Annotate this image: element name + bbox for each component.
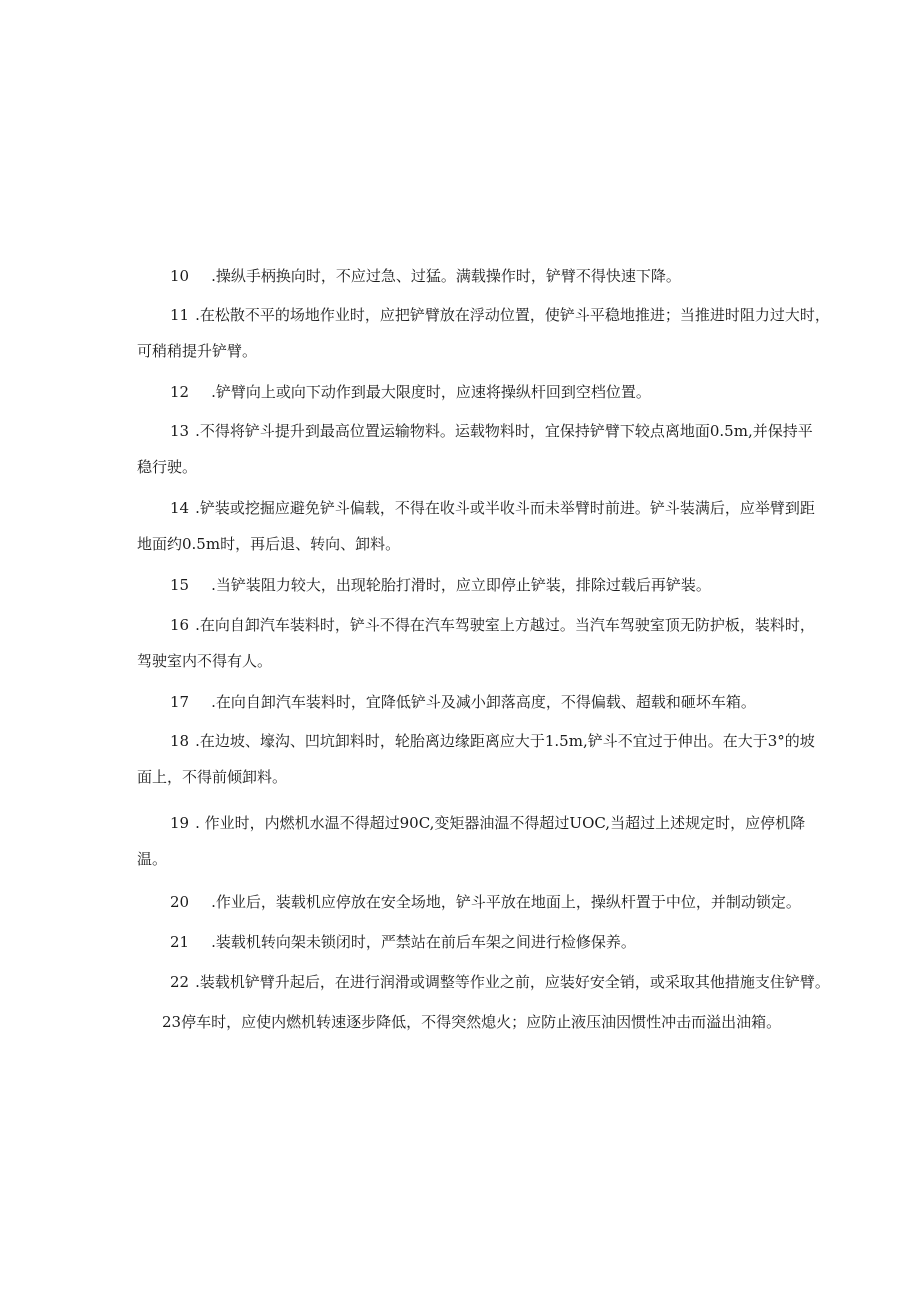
item-text: .铲装或挖掘应避免铲斗偏载，不得在收斗或半收斗而未举臂时前进。铲斗装满后，应举臂到距	[195, 499, 815, 517]
list-item	[137, 374, 837, 410]
item-text-continued: 可稍稍提升铲臂。	[137, 342, 258, 360]
item-number: 15	[170, 576, 190, 594]
item-number: 23	[162, 1013, 182, 1031]
item-text: .当铲装阻力较大，出现轮胎打滑时，应立即停止铲装，排除过载后再铲装。	[211, 576, 711, 594]
item-text: .在向自卸汽车装料时，铲斗不得在汽车驾驶室上方越过。当汽车驾驶室顶无防护板，装料时，	[195, 616, 815, 634]
item-number: 22	[170, 973, 190, 991]
item-text: .在松散不平的场地作业时，应把铲臂放在浮动位置，使铲斗平稳地推进；当推进时阻力过大时，	[195, 306, 830, 324]
list-item	[137, 567, 837, 603]
item-text: .装载机转向架未锁闭时，严禁站在前后车架之间进行检修保养。	[211, 933, 636, 951]
item-text: 停车时，应使内燃机转速逐步降低，不得突然熄火；应防止液压油因惯性冲击而溢出油箱。	[181, 1013, 782, 1031]
list-item	[137, 684, 837, 720]
item-number: 17	[170, 693, 190, 711]
item-text: .不得将铲斗提升到最高位置运输物料。运载物料时，宜保持铲臂下较点离地面0.5m,并保持平	[195, 422, 813, 440]
item-text: .在向自卸汽车装料时，宜降低铲斗及减小卸落高度，不得偏载、超载和砸坏车箱。	[211, 693, 756, 711]
item-number: 11	[170, 306, 190, 324]
item-text-continued: 驾驶室内不得有人。	[137, 652, 273, 670]
item-text: .装载机铲臂升起后，在进行润滑或调整等作业之前，应装好安全销，或采取其他措施支住铲臂。	[195, 973, 830, 991]
list-item	[137, 297, 837, 369]
item-number: 18	[170, 732, 190, 750]
item-text: .在边坡、壕沟、凹坑卸料时，轮胎离边缘距离应大于1.5m,铲斗不宜过于伸出。在大于3°的坡	[195, 732, 815, 750]
item-text-continued: 稳行驶。	[137, 458, 198, 476]
item-text: .操纵手柄换向时，不应过急、过猛。满载操作时，铲臂不得快速下降。	[211, 267, 681, 285]
list-item	[137, 964, 837, 1000]
item-number: 16	[170, 616, 190, 634]
item-text: . 作业时，内燃机水温不得超过90C,变矩器油温不得超过UOC,当超过上述规定时，应停机降	[195, 814, 806, 832]
item-number: 13	[170, 422, 190, 440]
item-text-continued: 面上，不得前倾卸料。	[137, 768, 288, 786]
item-number: 14	[170, 499, 190, 517]
item-number: 19	[170, 814, 190, 832]
list-item	[137, 258, 837, 294]
list-item	[137, 490, 837, 562]
item-number: 10	[170, 267, 190, 285]
list-item	[137, 413, 837, 485]
list-item	[137, 607, 837, 679]
item-text: .铲臂向上或向下动作到最大限度时，应速将操纵杆回到空档位置。	[211, 383, 651, 401]
list-item	[137, 924, 837, 960]
list-item	[137, 884, 837, 920]
item-text: .作业后，装载机应停放在安全场地，铲斗平放在地面上，操纵杆置于中位，并制动锁定。	[211, 893, 801, 911]
item-number: 21	[170, 933, 190, 951]
item-number: 12	[170, 383, 190, 401]
list-item	[137, 723, 837, 795]
item-text-continued: 地面约0.5m时，再后退、转向、卸料。	[137, 535, 401, 553]
list-item	[137, 1004, 837, 1040]
item-text-continued: 温。	[137, 850, 168, 868]
list-item	[137, 805, 837, 877]
item-number: 20	[170, 893, 190, 911]
